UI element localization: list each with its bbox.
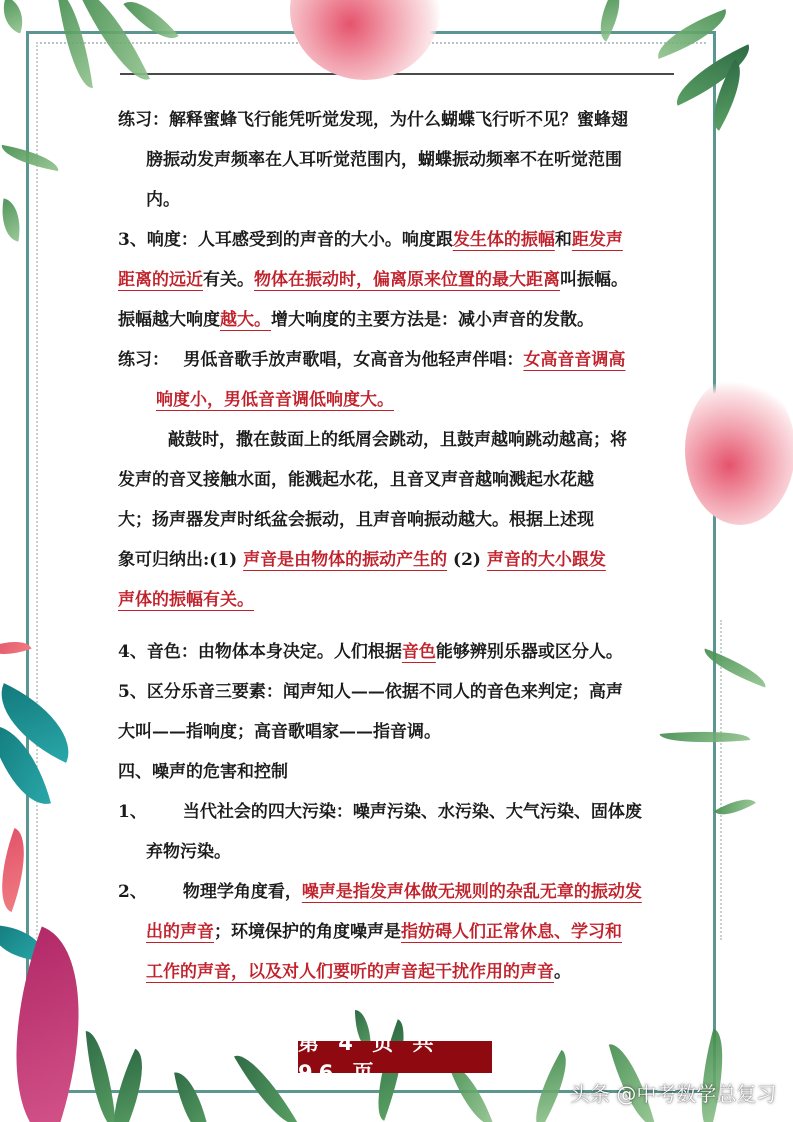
text-run: 4、音色：由物体本身决定。人们根据 [118, 642, 402, 662]
text-line: 大叫——指响度；高音歌唱家——指音调。 [118, 722, 441, 742]
text-run: 3、响度：人耳感受到的声音的大小。响度跟 [118, 230, 453, 250]
noise-definition-paragraph [118, 872, 678, 992]
text-run: 象可归纳出:(1) [118, 550, 244, 570]
text-run: 叫振幅。 [560, 270, 628, 290]
highlighted-answer: 音色 [401, 642, 436, 662]
text-run: (2) [447, 550, 487, 570]
text-run: 能够辨别乐器或区分人。 [435, 642, 623, 662]
dotted-divider-right [720, 620, 722, 940]
text-line: 5、区分乐音三要素：闻声知人——依据不同人的音色来判定；高声 [118, 682, 623, 702]
text-run: 物理学角度看， [182, 882, 302, 902]
page-indicator: 第 4 页 共 96 页 [298, 1041, 492, 1073]
text-line: 内。 [146, 190, 180, 210]
highlighted-answer: 距发声 [571, 230, 623, 250]
text-line: 敲鼓时，撒在鼓面上的纸屑会跳动，且鼓声越响跳动越高；将 [168, 430, 627, 450]
text-line: 大；扬声器发声时纸盆会振动，且声音响振动越大。根据上述现 [118, 510, 594, 530]
highlighted-answer: 发生体的振幅 [452, 230, 555, 250]
text-run: 练习： 男低音歌手放声歌唱，女高音为他轻声伴唱： [118, 350, 524, 370]
text-line: 弃物污染。 [146, 842, 231, 862]
list-number: 1、 [118, 802, 147, 822]
highlighted-answer: 距离的远近 [118, 270, 203, 290]
highlighted-answer: 出的声音 [146, 922, 214, 942]
highlighted-answer: 指妨碍人们正常休息、学习和 [401, 922, 622, 942]
leaf-decoration-icon [0, 0, 30, 34]
text-line: 膀振动发声频率在人耳听觉范围内，蝴蝶振动频率不在听觉范围 [146, 150, 622, 170]
highlighted-answer: 越大。 [220, 310, 271, 330]
dotted-divider-left [36, 42, 38, 1082]
section-heading [118, 752, 678, 792]
loudness-paragraph [118, 220, 678, 340]
list-number: 2、 [118, 882, 147, 902]
practice-bee-paragraph [118, 100, 678, 220]
text-line: 练习：解释蜜蜂飞行能凭听觉发现，为什么蝴蝶飞行听不见？蜜蜂翅 [118, 110, 628, 130]
highlighted-answer: 噪声是指发声体做无规则的杂乱无章的振动发 [301, 882, 642, 902]
highlighted-answer: 声体的振幅有关。 [118, 590, 254, 610]
leaf-decoration-icon [0, 198, 25, 241]
highlighted-answer: 声音的大小跟发 [486, 550, 606, 570]
text-run: 当代社会的四大污染：噪声污染、水污染、大气污染、固体废 [182, 802, 642, 822]
timbre-paragraph [118, 632, 678, 672]
practice-singer-paragraph [118, 340, 678, 420]
highlighted-answer: 响度小，男低音音调低响度大。 [156, 390, 394, 410]
highlighted-answer: 工作的声音，以及对人们要听的声音起干扰作用的声音 [146, 962, 554, 982]
drum-experiment-paragraph [118, 420, 678, 620]
text-run: 和 [554, 230, 572, 250]
text-run: 。 [554, 962, 571, 982]
text-run: 振幅越大响度 [118, 310, 220, 330]
watermark: 头条 @中考数学总复习 [570, 1082, 777, 1106]
highlighted-answer: 物体在振动时，偏离原来位置的最大距离 [254, 270, 560, 290]
document-body [118, 100, 678, 992]
pollution-paragraph [118, 792, 678, 872]
three-elements-paragraph [118, 672, 678, 752]
text-line: 发声的音叉接触水面，能溅起水花，且音叉声音越响溅起水花越 [118, 470, 594, 490]
section-title: 四、噪声的危害和控制 [118, 762, 288, 782]
flower-decoration-icon [685, 375, 793, 525]
text-run: 有关。 [203, 270, 254, 290]
text-run: ；环境保护的角度噪声是 [214, 922, 401, 942]
highlighted-answer: 女高音音调高 [523, 350, 626, 370]
highlighted-answer: 声音是由物体的振动产生的 [243, 550, 448, 570]
text-run: 增大响度的主要方法是：减小声音的发散。 [271, 310, 594, 330]
